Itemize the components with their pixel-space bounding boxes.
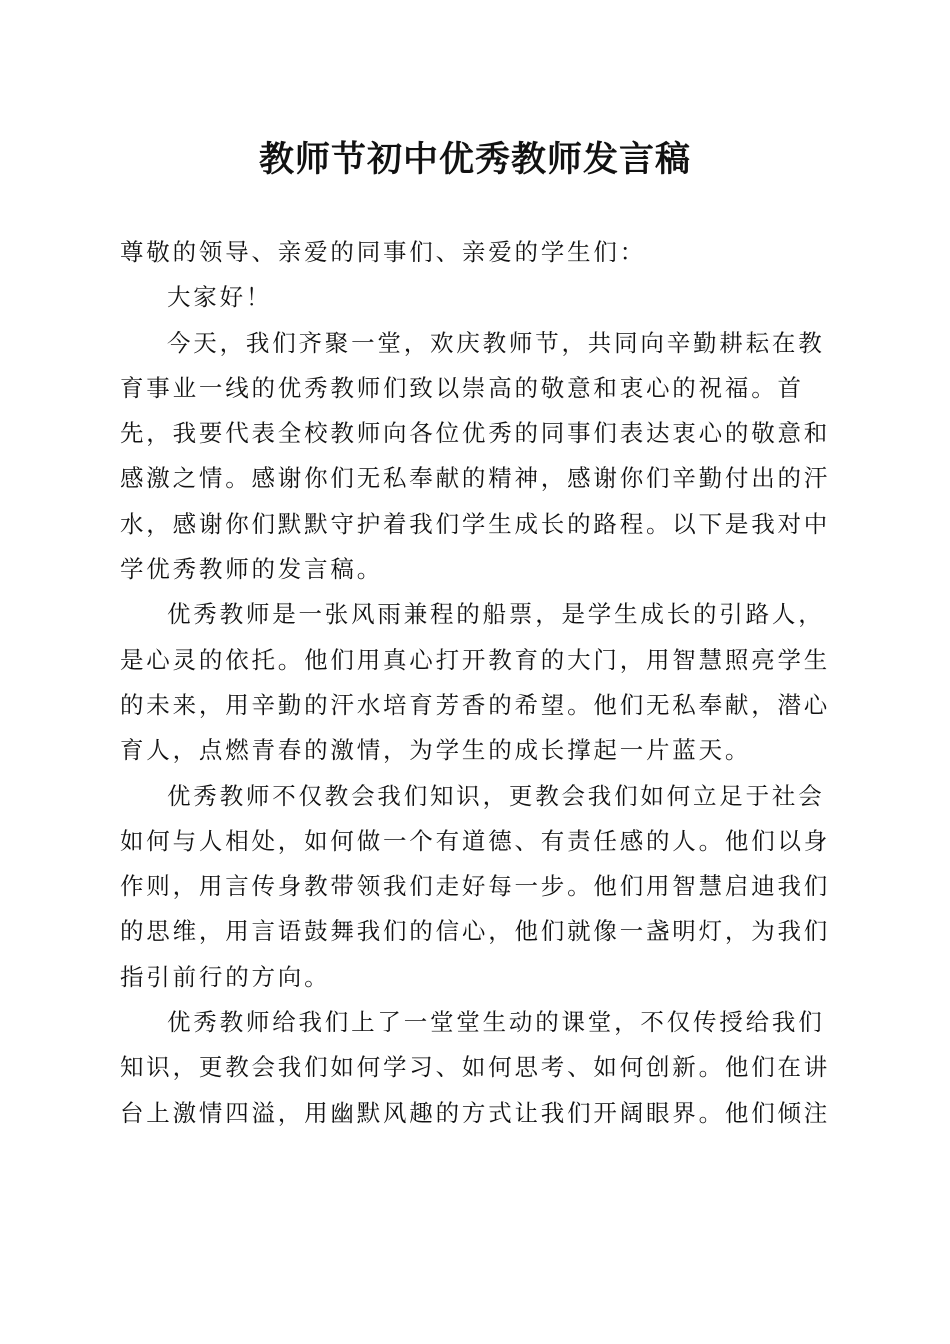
paragraph-intro: 今天，我们齐聚一堂，欢庆教师节，共同向辛勤耕耘在教育事业一线的优秀教师们致以崇高的敬意和衷心的祝福。首先，我要代表全校教师向各位优秀的同事们表达衷心的敬意和感激之情。感谢你们无私奉献的精神，感谢你们辛勤付出的汗水，感谢你们默默守护着我们学生成长的路程。以下是我对中学优秀教师的发言稿。 (120, 328, 831, 584)
paragraph-greeting: 大家好！ (167, 283, 273, 312)
paragraph-classroom: 优秀教师给我们上了一堂堂生动的课堂，不仅传授给我们知识，更教会我们如何学习、如何思考、如何创新。他们在讲台上激情四溢，用幽默风趣的方式让我们开阔眼界。他们倾注 (120, 1008, 831, 1127)
salutation: 尊敬的领导、亲爱的同事们、亲爱的学生们： (120, 238, 646, 266)
paragraph-guide: 优秀教师是一张风雨兼程的船票，是学生成长的引路人，是心灵的依托。他们用真心打开教育的大门，用智慧照亮学生的未来，用辛勤的汗水培育芳香的希望。他们无私奉献，潜心育人，点燃青春的激情，为学生的成长撑起一片蓝天。 (120, 600, 831, 765)
document-body (120, 230, 832, 1136)
document-title: 教师节初中优秀教师发言稿 (258, 139, 691, 180)
paragraph-knowledge: 优秀教师不仅教会我们知识，更教会我们如何立足于社会如何与人相处，如何做一个有道德、有责任感的人。他们以身作则，用言传身教带领我们走好每一步。他们用智慧启迪我们的思维，用言语鼓舞我们的信心，他们就像一盏明灯，为我们指引前行的方向。 (120, 781, 831, 991)
